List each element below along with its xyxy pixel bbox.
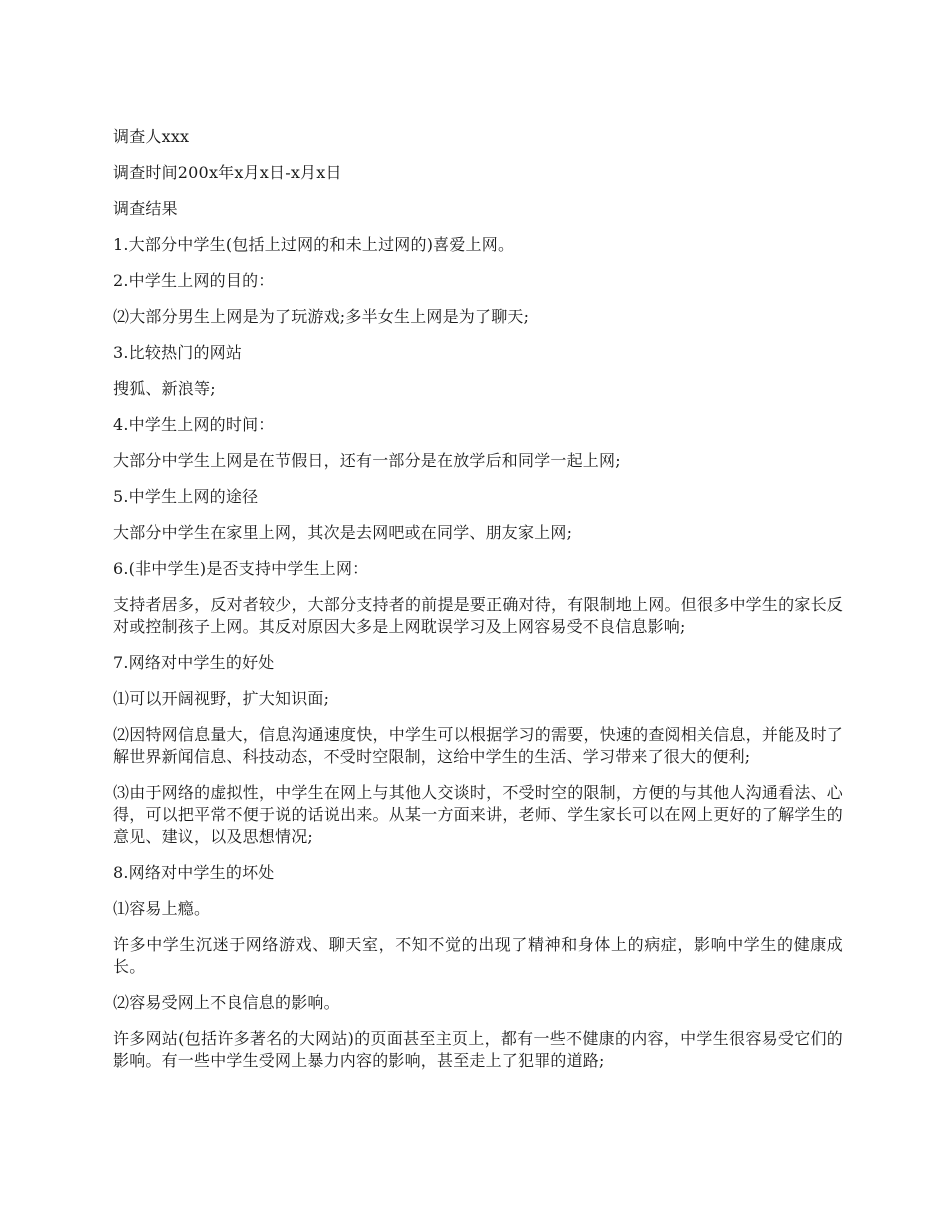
result-8-heading: 8.网络对中学生的坏处 — [113, 863, 275, 882]
result-8-item-1-text: 许多中学生沉迷于网络游戏、聊天室，不知不觉的出现了精神和身体上的病症，影响中学生的健康成长。 — [113, 935, 843, 976]
result-7-heading: 7.网络对中学生的好处 — [113, 653, 275, 672]
result-7-item-2: ⑵因特网信息量大，信息沟通速度快，中学生可以根据学习的需要，快速的查阅相关信息，并能及时了解世界新闻信息、科技动态，不受时空限制，这给中学生的生活、学习带来了很大的便利; — [113, 725, 843, 766]
survey-time-line: 调查时间200x年x月x日-x月x日 — [113, 163, 342, 182]
result-5-text: 大部分中学生在家里上网，其次是去网吧或在同学、朋友家上网; — [113, 523, 573, 542]
result-1: 1.大部分中学生(包括上过网的和未上过网的)喜爱上网。 — [113, 235, 515, 254]
result-8-item-2: ⑵容易受网上不良信息的影响。 — [113, 993, 340, 1012]
result-5-heading: 5.中学生上网的途径 — [113, 487, 259, 506]
results-heading: 调查结果 — [113, 199, 178, 218]
result-8-item-2-text: 许多网站(包括许多著名的大网站)的页面甚至主页上，都有一些不健康的内容，中学生很容易受它们的影响。有一些中学生受网上暴力内容的影响，甚至走上了犯罪的道路; — [113, 1029, 843, 1070]
result-4-heading: 4.中学生上网的时间： — [113, 415, 275, 434]
document-body — [113, 126, 843, 1086]
result-6-text: 支持者居多，反对者较少，大部分支持者的前提是要正确对待，有限制地上网。但很多中学生的家长反对或控制孩子上网。其反对原因大多是上网耽误学习及上网容易受不良信息影响; — [113, 595, 843, 636]
result-2-heading: 2.中学生上网的目的： — [113, 271, 275, 290]
result-4-text: 大部分中学生上网是在节假日，还有一部分是在放学后和同学一起上网; — [113, 451, 621, 470]
result-2-item: ⑵大部分男生上网是为了玩游戏;多半女生上网是为了聊天; — [113, 307, 530, 326]
result-7-item-1: ⑴可以开阔视野，扩大知识面; — [113, 689, 330, 708]
result-3-text: 搜狐、新浪等; — [113, 379, 216, 398]
surveyor-line: 调查人xxx — [113, 127, 190, 146]
result-3-heading: 3.比较热门的网站 — [113, 343, 243, 362]
result-8-item-1: ⑴容易上瘾。 — [113, 899, 211, 918]
result-7-item-3: ⑶由于网络的虚拟性，中学生在网上与其他人交谈时，不受时空的限制，方便的与其他人沟通看法、心得，可以把平常不便于说的话说出来。从某一方面来讲，老师、学生家长可以在网上更好的了解学生的意见、建议，以及思想情况; — [113, 783, 843, 846]
result-6-heading: 6.(非中学生)是否支持中学生上网： — [113, 559, 369, 578]
